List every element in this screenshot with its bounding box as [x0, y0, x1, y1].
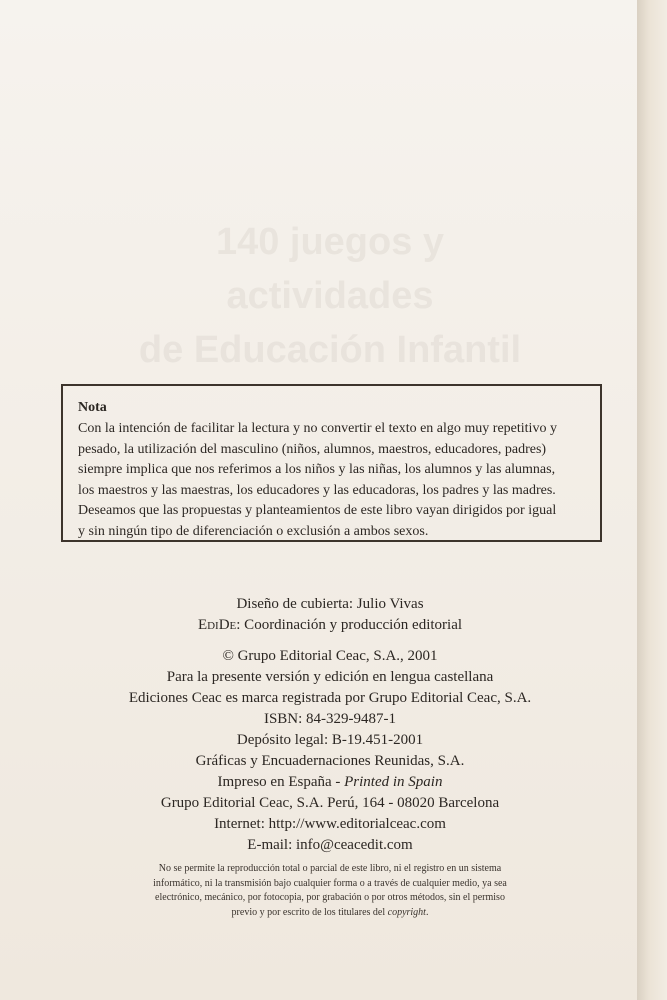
credits-block — [60, 594, 600, 856]
page-edge-shadow — [637, 0, 667, 1000]
edide-role: : Coordinación y producción editorial — [236, 617, 463, 633]
legal-line-4-end: . — [425, 906, 429, 918]
legal-line: electrónico, mecánico, por fotocopia, por grabación o por otros métodos, sin el permiso — [155, 892, 505, 903]
printed-in-line — [60, 772, 600, 793]
legal-line: No se permite la reproducción total o parcial de este libro, ni el registro en un sistema — [158, 863, 502, 874]
version-line: Para la presente versión y edición en lengua castellana — [166, 669, 494, 685]
legal-line-4-text: previo y por escrito de los titulares del — [231, 906, 388, 918]
isbn-line: ISBN: 84-329-9487-1 — [263, 711, 397, 727]
edide-name: EdiDe — [197, 617, 237, 633]
legal-line: informático, ni la transmisión bajo cualquier forma o a través de cualquier medio, ya sea — [153, 877, 507, 889]
legal-line — [60, 906, 600, 921]
nota-title: Nota — [78, 400, 107, 415]
copyright-word: copyright — [387, 906, 426, 918]
nota-line: los maestros y las maestras, los educadores y las educadoras, los padres y las madres. — [78, 482, 556, 498]
faded-show-through-title — [110, 215, 550, 377]
nota-line: y sin ningún tipo de diferenciación o exclusión a ambos sexos. — [78, 523, 429, 539]
trademark-line: Ediciones Ceac es marca registrada por Grupo Editorial Ceac, S.A. — [128, 690, 532, 706]
email-line: E-mail: info@ceacedit.com — [247, 837, 413, 853]
address-line: Grupo Editorial Ceac, S.A. Perú, 164 - 08020 Barcelona — [160, 795, 500, 811]
internet-line: Internet: http://www.editorialceac.com — [214, 816, 446, 832]
nota-box — [61, 384, 602, 542]
copyright-line: © Grupo Editorial Ceac, S.A., 2001 — [222, 648, 438, 664]
cover-design-credit: Diseño de cubierta: Julio Vivas — [236, 596, 424, 612]
nota-line: Deseamos que las propuestas y planteamientos de este libro vayan dirigidos por igual — [78, 503, 557, 518]
nota-line: siempre implica que nos referimos a los niños y las niñas, los alumnos y las alumnas, — [78, 462, 556, 477]
printer-line: Gráficas y Encuadernaciones Reunidas, S.A. — [195, 753, 465, 769]
printed-in-spain-text: Printed in Spain — [344, 774, 443, 790]
deposito-legal-line: Depósito legal: B-19.451-2001 — [236, 732, 424, 748]
edide-credit — [60, 615, 600, 636]
nota-line: Con la intención de facilitar la lectura y no convertir el texto en algo muy repetitivo y — [78, 421, 557, 436]
legal-notice — [60, 862, 600, 920]
nota-line: pesado, la utilización del masculino (niños, alumnos, maestros, educadores, padres) — [78, 441, 547, 457]
faded-title-line-1: 140 juegos y actividades — [215, 221, 445, 317]
impreso-text: Impreso en España - — [217, 774, 345, 790]
faded-title-line-2: de Educación Infantil — [138, 329, 522, 371]
